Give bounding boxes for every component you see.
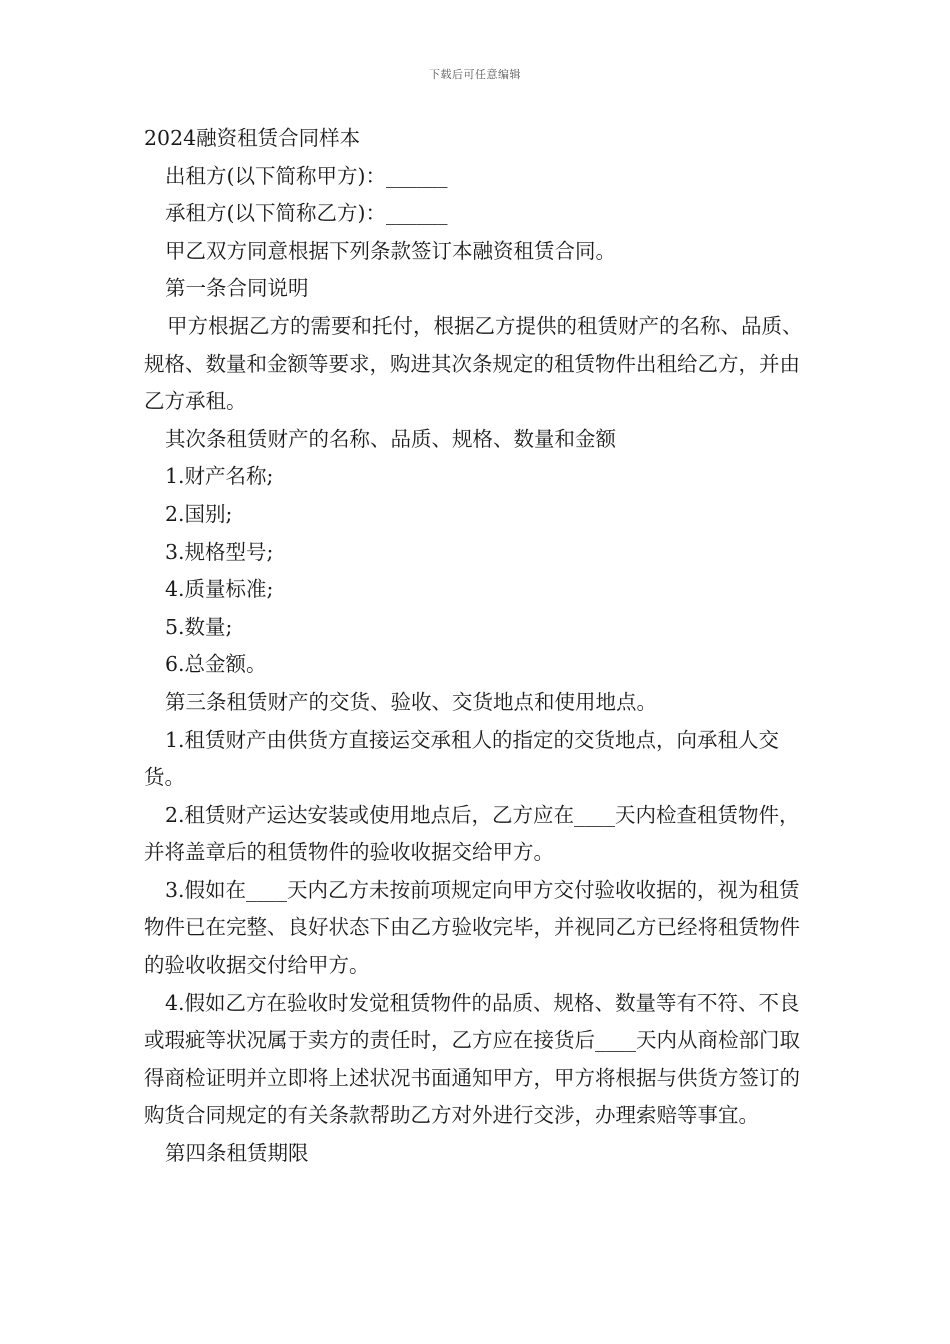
- article-heading: 第三条租赁财产的交货、验收、交货地点和使用地点。: [165, 689, 657, 714]
- document-title: 2024融资租赁合同样本: [144, 126, 361, 150]
- paragraph: 甲方根据乙方的需要和托付，根据乙方提供的租赁财产的名称、品质、规格、数量和金额等要求，购进其次条规定的租赁物件出租给乙方，并由乙方承租。: [144, 313, 803, 414]
- list-item: 4.质量标准;: [165, 577, 274, 602]
- list-item: 2.国别;: [165, 501, 233, 526]
- paragraph-lessor: 出租方(以下简称甲方)：______: [165, 163, 448, 188]
- list-item: 6.总金额。: [165, 652, 267, 677]
- article-heading: 其次条租赁财产的名称、品质、规格、数量和金额: [165, 426, 616, 451]
- list-item: 1.财产名称;: [165, 464, 274, 489]
- header-note: 下载后可任意编辑: [429, 68, 521, 81]
- paragraph-lessee: 承租方(以下简称乙方)：______: [165, 201, 448, 226]
- list-item: 2.租赁财产运达安装或使用地点后，乙方应在____天内检查租赁物件，并将盖章后的租赁物件的验收收据交给甲方。: [144, 802, 800, 865]
- list-item: 4.假如乙方在验收时发觉租赁物件的品质、规格、数量等有不符、不良或瑕疵等状况属于卖方的责任时，乙方应在接货后____天内从商检部门取得商检证明并立即将上述状况书面通知甲方，甲方将根据与供货方签订的购货合同规定的有关条款帮助乙方对外进行交涉，办理索赔等事宜。: [144, 990, 800, 1128]
- article-heading: 第一条合同说明: [165, 276, 309, 301]
- list-item: 3.规格型号;: [165, 539, 274, 564]
- list-item: 3.假如在____天内乙方未按前项规定向甲方交付验收收据的，视为租赁物件已在完整、良好状态下由乙方验收完毕，并视同乙方已经将租赁物件的验收收据交付给甲方。: [144, 877, 800, 978]
- paragraph-agreement: 甲乙双方同意根据下列条款签订本融资租赁合同。: [165, 238, 616, 263]
- article-heading: 第四条租赁期限: [165, 1141, 309, 1166]
- list-item: 5.数量;: [165, 614, 233, 639]
- document-body: [144, 120, 812, 1173]
- list-item: 1.租赁财产由供货方直接运交承租人的指定的交货地点，向承租人交货。: [144, 727, 780, 790]
